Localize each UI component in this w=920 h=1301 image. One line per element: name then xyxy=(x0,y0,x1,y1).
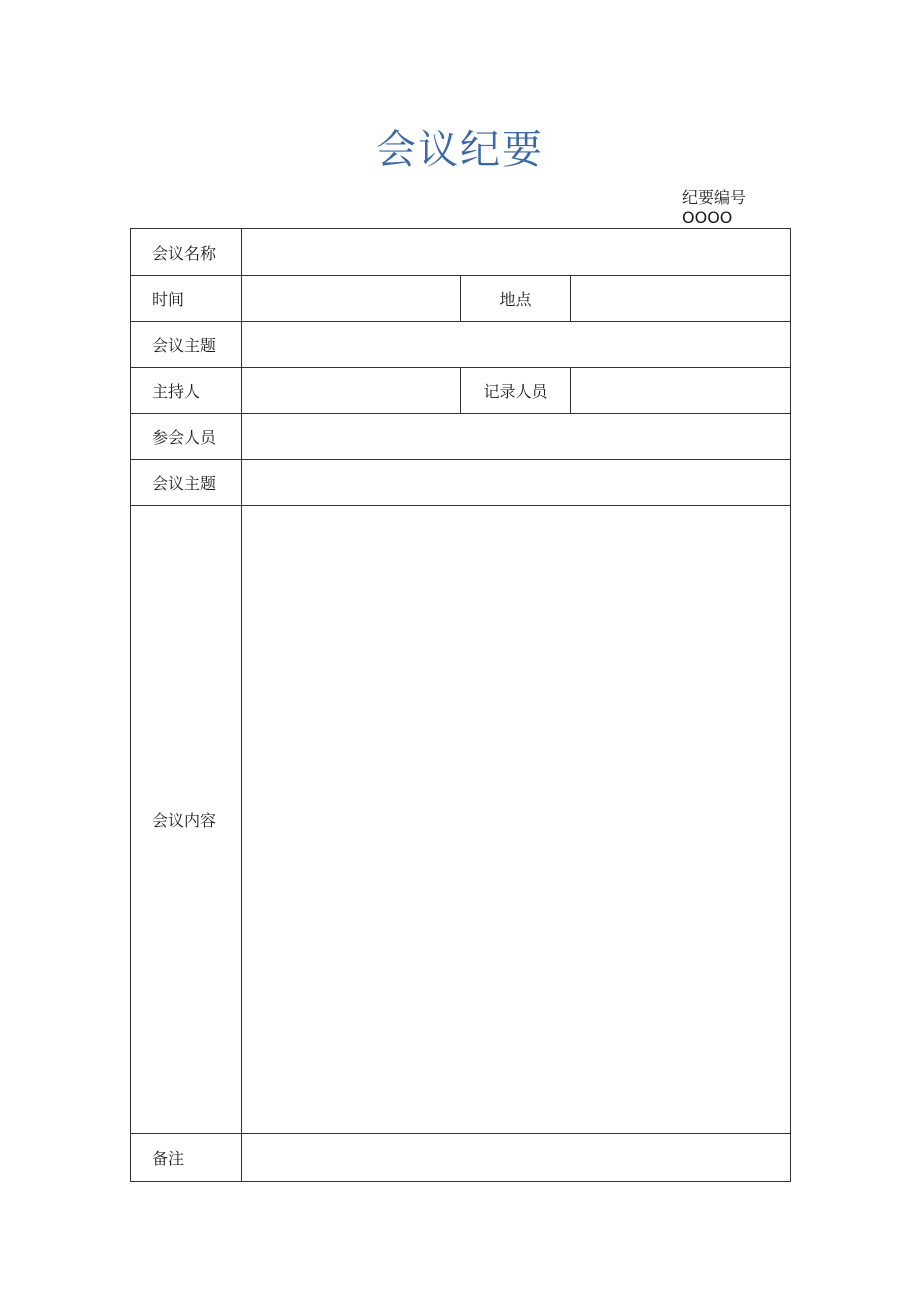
meeting-minutes-table xyxy=(130,228,791,1182)
recorder-field[interactable] xyxy=(571,368,791,414)
host-field[interactable] xyxy=(242,368,461,414)
topic-label: 会议主题 xyxy=(131,322,242,368)
remarks-field[interactable] xyxy=(242,1134,791,1182)
row-content xyxy=(131,506,791,1134)
topic-2-field[interactable] xyxy=(242,460,791,506)
document-title: 会议纪要 xyxy=(376,127,544,173)
time-label: 时间 xyxy=(131,276,242,322)
row-topic xyxy=(131,322,791,368)
attendees-label: 参会人员 xyxy=(131,414,242,460)
row-meeting-name xyxy=(131,229,791,276)
location-label: 地点 xyxy=(461,276,571,322)
remarks-label: 备注 xyxy=(131,1134,242,1182)
location-field[interactable] xyxy=(571,276,791,322)
document-number xyxy=(682,188,792,228)
row-attendees xyxy=(131,414,791,460)
document-number-value: OOOO xyxy=(682,208,733,227)
row-remarks xyxy=(131,1134,791,1182)
document-number-label: 纪要编号 xyxy=(682,188,747,207)
row-host-recorder xyxy=(131,368,791,414)
host-label: 主持人 xyxy=(131,368,242,414)
topic-field[interactable] xyxy=(242,322,791,368)
time-field[interactable] xyxy=(242,276,461,322)
row-time-location xyxy=(131,276,791,322)
meeting-name-field[interactable] xyxy=(242,229,791,276)
recorder-label: 记录人员 xyxy=(461,368,571,414)
attendees-field[interactable] xyxy=(242,414,791,460)
topic-2-label: 会议主题 xyxy=(131,460,242,506)
meeting-name-label: 会议名称 xyxy=(131,229,242,276)
content-label: 会议内容 xyxy=(131,506,242,1134)
row-topic-2 xyxy=(131,460,791,506)
content-field[interactable] xyxy=(242,506,791,1134)
